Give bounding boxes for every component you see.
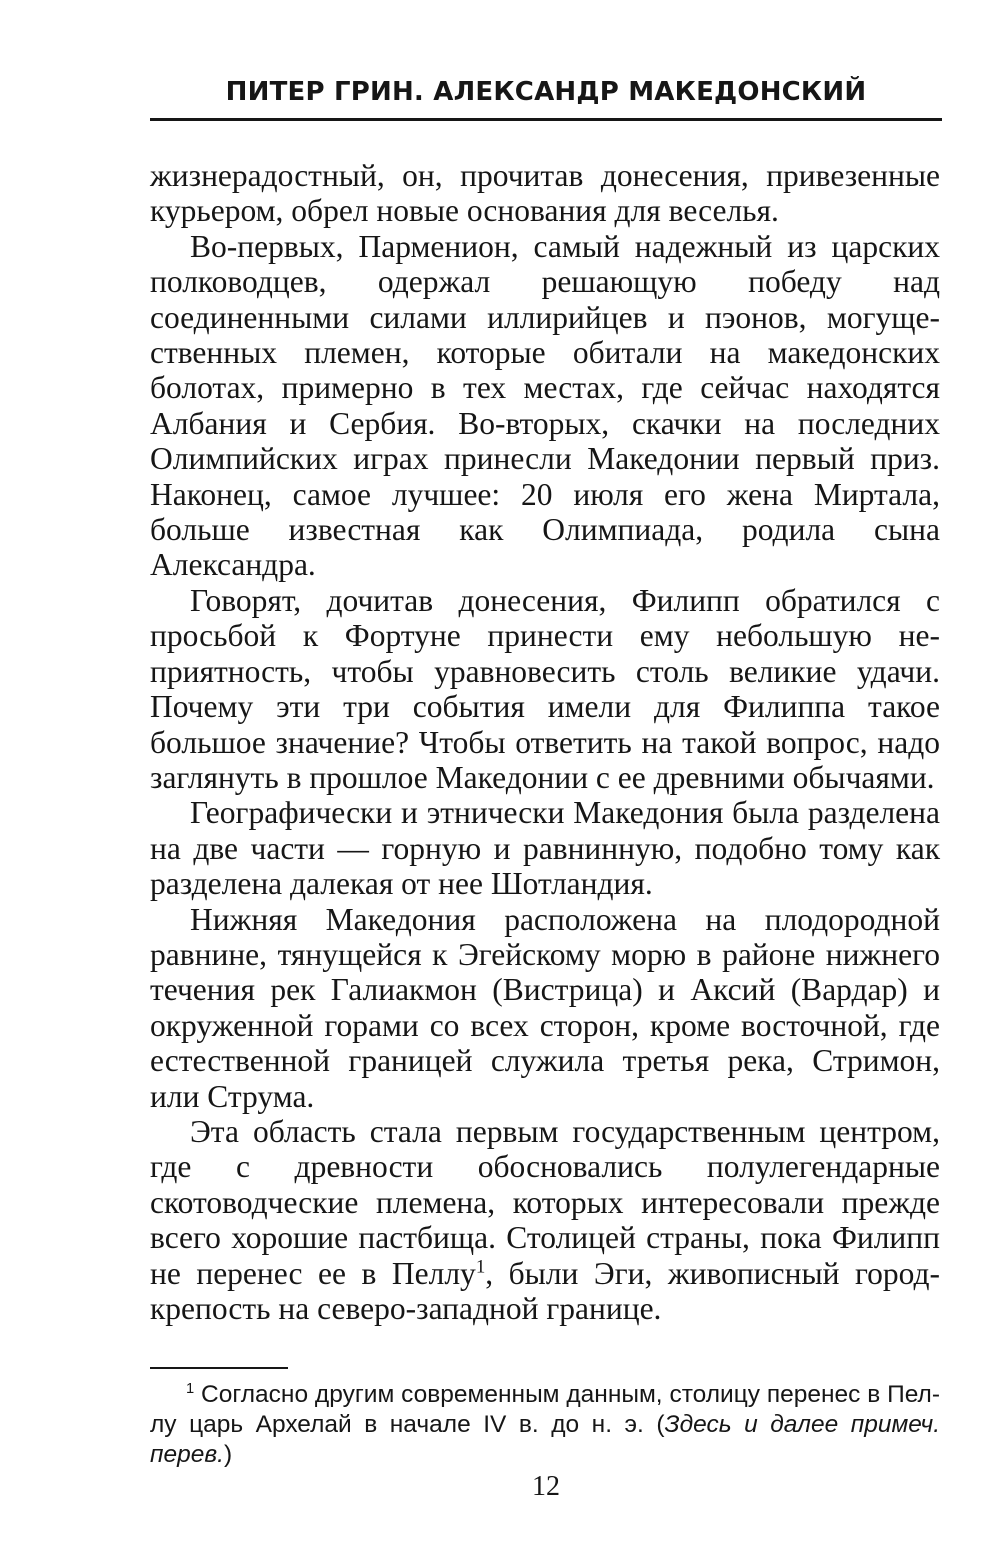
paragraph: Говорят, дочитав донесения, Филипп обратился с просьбой к Фортуне принести ему небольшую неприятность, чтобы уравновесить столь великие удачи. Почему эти три события имели для Филиппа такое большое значение? Чтобы ответить на такой вопрос, надо заглянуть в прошлое Македонии с ее древними обычаями. <box>150 582 940 795</box>
paragraph-continuation: жизнерадостный, он, прочитав донесения, привезенные курьером, обрел новые основания для веселья. <box>150 158 940 229</box>
footnote <box>150 1380 940 1470</box>
footnote-closing: ) <box>223 1441 233 1468</box>
footnote-reference[interactable]: 1 <box>475 1256 486 1278</box>
footnote-italic-note: Здесь и далее примеч. перев. <box>150 1411 941 1468</box>
running-title: ПИТЕР ГРИН. АЛЕКСАНДР МАКЕДОНСКИЙ <box>225 77 867 107</box>
page-number: 12 <box>532 1471 560 1502</box>
header-rule <box>150 118 942 121</box>
footnote-separator <box>150 1367 288 1369</box>
main-text <box>150 158 940 1326</box>
paragraph-with-footnote-ref <box>150 1114 940 1326</box>
paragraph-text: , были Эги, живописный город-крепость на северо-западной границе. <box>150 1255 940 1326</box>
footnote-text: Согласно другим современным данным, столицу перенес в Пеллу царь Архелай в начале IV в. до н. э. ( <box>150 1381 941 1438</box>
paragraph-text: Эта область стала первым государственным центром, где с древности обосновались полулегендарные скотоводческие племена, которых интересовали прежде всего хорошие пастбища. Столицей страны, пока Филипп не перенес ее в Пеллу <box>150 1113 940 1291</box>
paragraph: Во-первых, Парменион, самый надежный из царских полководцев, одержал решающую победу над соединенными силами иллирийцев и пэонов, могущественных племен, которые обитали на македонских болотах, примерно в тех местах, где сейчас находятся Албания и Сербия. Во-вторых, скачки на последних Олимпийских играх принесли Македонии первый приз. Наконец, самое лучшее: 20 июля его жена Миртала, больше известная как Олимпиада, родила сына Александра. <box>150 228 940 583</box>
paragraph: Географически и этнически Македония была разделена на две части — горную и равнинную, подобно тому как разделена далекая от нее Шотландия. <box>150 795 940 902</box>
footnote-mark: 1 <box>186 1380 195 1397</box>
paragraph: Нижняя Македония расположена на плодородной равнине, тянущейся к Эгейскому морю в районе нижнего течения рек Галиакмон (Вистрица) и Аксий (Вардар) и окруженной горами со всех сторон, кроме восточной, где естественной границей служила третья река, Стримон, или Струма. <box>150 901 940 1114</box>
